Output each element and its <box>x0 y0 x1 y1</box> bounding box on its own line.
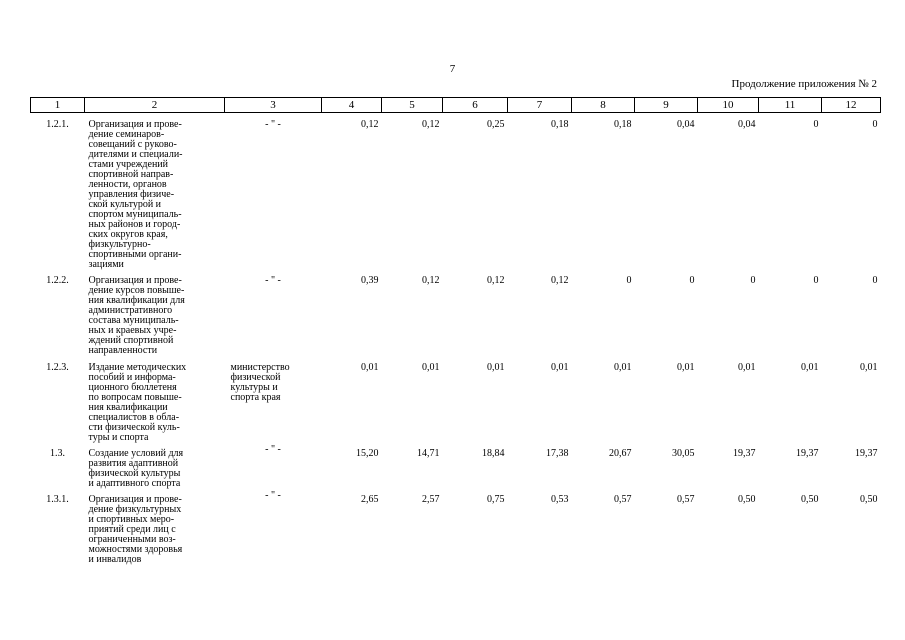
funding-value: 0 <box>813 275 819 286</box>
funding-value: 0,53 <box>551 494 569 505</box>
row-number: 1.2.2. <box>46 275 69 286</box>
funding-value: 20,67 <box>609 448 632 459</box>
column-header: 6 <box>443 98 508 113</box>
table-row <box>31 489 881 565</box>
activity-name: Организация и прове- дение физкультурных и спортивных меро- приятий среди лиц с ограниченными воз- можностями здоровья и инвалидов <box>88 494 183 565</box>
funding-value: 0,18 <box>614 119 632 130</box>
funding-value: 17,38 <box>546 448 569 459</box>
funding-value: 0,01 <box>738 362 756 373</box>
funding-value: 0 <box>689 275 695 286</box>
funding-value: 0,39 <box>361 275 379 286</box>
funding-value: 0,12 <box>422 275 440 286</box>
column-header: 9 <box>635 98 698 113</box>
funding-value: 0,01 <box>551 362 569 373</box>
funding-value: 0,57 <box>614 494 632 505</box>
column-header: 3 <box>225 98 322 113</box>
funding-value: 0,04 <box>677 119 695 130</box>
funding-value: 0,01 <box>422 362 440 373</box>
executor: - " - <box>265 119 281 130</box>
table-row <box>31 356 881 443</box>
table-row <box>31 113 881 271</box>
funding-value: 0,12 <box>361 119 379 130</box>
funding-value: 0 <box>750 275 756 286</box>
executor: - " - <box>265 444 281 455</box>
funding-value: 0 <box>872 119 878 130</box>
funding-value: 0,50 <box>738 494 756 505</box>
funding-value: 30,05 <box>672 448 695 459</box>
activity-name: Издание методических пособий и информа- ционного бюллетеня по вопросам повыше- ния квалификации специалистов в обла- сти физической куль- туры и спорта <box>88 362 187 443</box>
funding-value: 0 <box>872 275 878 286</box>
funding-value: 0 <box>813 119 819 130</box>
funding-value: 0,50 <box>860 494 878 505</box>
row-number: 1.2.1. <box>46 119 69 130</box>
funding-value: 0,57 <box>677 494 695 505</box>
column-header: 8 <box>572 98 635 113</box>
table-row <box>31 443 881 489</box>
funding-value: 0,12 <box>487 275 505 286</box>
funding-value: 0,25 <box>487 119 505 130</box>
funding-value: 0,18 <box>551 119 569 130</box>
funding-value: 2,65 <box>361 494 379 505</box>
funding-value: 0,01 <box>614 362 632 373</box>
activity-name: Организация и прове- дение курсов повыше- ния квалификации для административного состава муниципаль- ных и краевых учре- ждений спортивной направленности <box>88 275 185 356</box>
row-number: 1.3.1. <box>46 494 69 505</box>
row-number: 1.3. <box>50 448 65 459</box>
funding-value: 15,20 <box>356 448 379 459</box>
funding-value: 0,50 <box>801 494 819 505</box>
funding-value: 0,75 <box>487 494 505 505</box>
column-header: 5 <box>382 98 443 113</box>
executor: министерство физической культуры и спорта края <box>230 362 290 403</box>
executor: - " - <box>265 275 281 286</box>
funding-value: 0,01 <box>860 362 878 373</box>
funding-value: 0,01 <box>487 362 505 373</box>
table-row <box>31 270 881 356</box>
column-header: 2 <box>85 98 225 113</box>
funding-value: 0 <box>626 275 632 286</box>
funding-value: 18,84 <box>482 448 505 459</box>
funding-value: 19,37 <box>796 448 819 459</box>
appendix-caption: Продолжение приложения № 2 <box>731 78 877 90</box>
funding-value: 0,12 <box>551 275 569 286</box>
funding-value: 0,01 <box>801 362 819 373</box>
funding-value: 0,01 <box>677 362 695 373</box>
program-table <box>30 97 881 565</box>
column-header: 10 <box>698 98 759 113</box>
funding-value: 0,01 <box>361 362 379 373</box>
column-header: 7 <box>508 98 572 113</box>
activity-name: Организация и прове- дение семинаров- совещаний с руково- дителями и специали- стами учреждений спортивной направ- ленности, органов управления физиче- ской культурой и спортом муниципаль- ных районов и город- ских округов края, физкультурно- спортивными органи- зациями <box>88 119 183 270</box>
row-number: 1.2.3. <box>46 362 69 373</box>
executor: - " - <box>265 490 281 501</box>
funding-value: 0,04 <box>738 119 756 130</box>
activity-name: Создание условий для развития адаптивной физической культуры и адаптивного спорта <box>88 448 184 489</box>
funding-value: 0,12 <box>422 119 440 130</box>
column-header: 1 <box>31 98 85 113</box>
column-header: 12 <box>822 98 881 113</box>
funding-value: 14,71 <box>417 448 440 459</box>
funding-value: 2,57 <box>422 494 440 505</box>
column-header: 11 <box>759 98 822 113</box>
funding-value: 19,37 <box>733 448 756 459</box>
column-number-row <box>31 98 881 113</box>
page-number: 7 <box>449 63 456 75</box>
column-header: 4 <box>322 98 382 113</box>
funding-value: 19,37 <box>855 448 878 459</box>
